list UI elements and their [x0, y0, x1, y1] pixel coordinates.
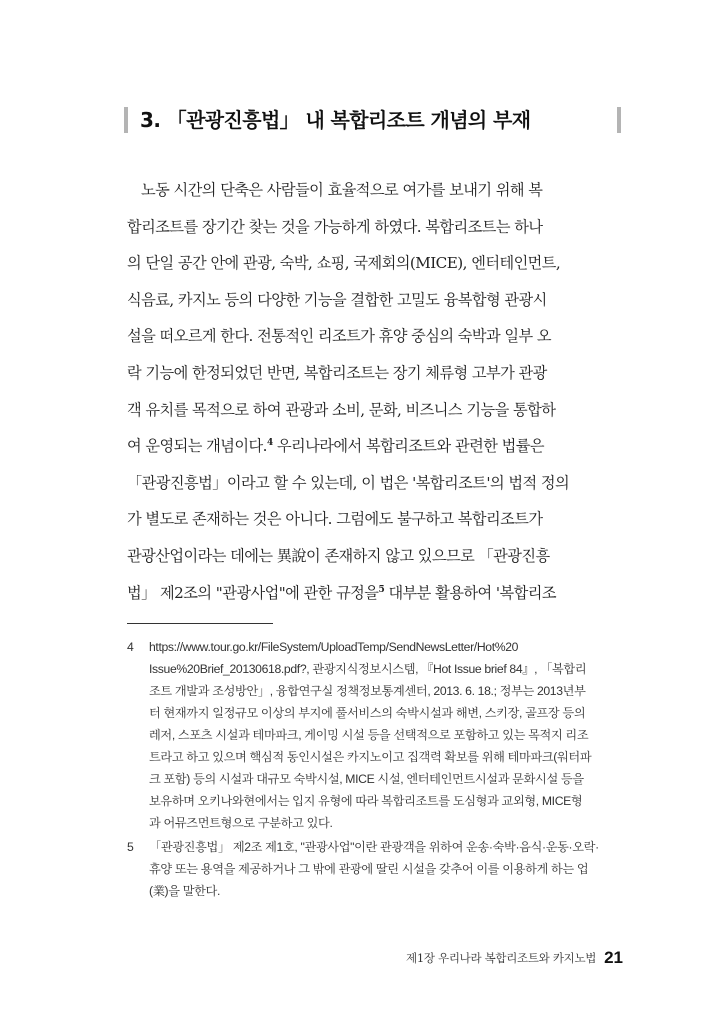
- footnote-ref-4[interactable]: 4: [266, 438, 273, 449]
- body-line: 법」 제2조의 "관광사업"에 관한 규정을$^5$ 대부분 활용하여 '복합리조: [127, 583, 556, 602]
- heading-bar-right: [617, 107, 621, 133]
- body-line: 의 단일 공간 안에 관광, 숙박, 쇼핑, 국제회의(MICE), 엔터테인먼트,: [127, 254, 561, 273]
- running-title: 제1장 우리나라 복합리조트와 카지노법: [406, 951, 597, 965]
- footnote-line: 「관광진흥법」 제2조 제1호, "관광사업"이란 관광객을 위하여 운송·숙박·음식·운동·오락·: [149, 840, 599, 854]
- body-line: 식음료, 카지노 등의 다양한 기능을 결합한 고밀도 융복합형 관광시: [127, 290, 547, 309]
- footnote-line: 조트 개발과 조성방안」, 융합연구실 정책정보통계센터, 2013. 6. 18.; 정부는 2013년부: [149, 684, 586, 698]
- body-line: 관광산업이라는 데에는 異說이 존재하지 않고 있으므로 「관광진흥: [127, 546, 550, 565]
- footnote-line[interactable]: https://www.tour.go.kr/FileSystem/UploadTemp/SendNewsLetter/Hot%20: [149, 640, 519, 654]
- body-line: 객 유치를 목적으로 하여 관광과 소비, 문화, 비즈니스 기능을 통합하: [127, 400, 556, 419]
- footnote-line: 트라고 하고 있으며 핵심적 동인시설은 카지노이고 집객력 확보를 위해 테마파크(워터파: [149, 750, 592, 764]
- body-line: 노동 시간의 단축은 사람들이 효율적으로 여가를 보내기 위해 복: [141, 181, 543, 199]
- body-line: 여 운영되는 개념이다.$^4$ 우리나라에서 복합리조트와 관련한 법률은: [127, 437, 544, 456]
- body-line: 합리조트를 장기간 찾는 것을 가능하게 하였다. 복합리조트는 하나: [127, 217, 543, 236]
- body-paragraph: [127, 172, 623, 611]
- footnotes: [127, 636, 623, 902]
- footnote-ref-5[interactable]: 5: [378, 584, 385, 595]
- body-line: 가 별도로 존재하는 것은 아니다. 그럼에도 불구하고 복합리조트가: [127, 510, 543, 529]
- footnote-line: 레저, 스포츠 시설과 테마파크, 게이밍 시설 등을 선택적으로 포함하고 있는 목적지 리조: [149, 728, 589, 742]
- footnote-line: 과 어뮤즈먼트형으로 구분하고 있다.: [149, 816, 333, 830]
- footnote-divider: [127, 623, 273, 624]
- body-line: 설을 떠오르게 한다. 전통적인 리조트가 휴양 중심의 숙박과 일부 오: [127, 327, 552, 346]
- footnote-line: 보유하며 오키나와현에서는 입지 유형에 따라 복합리조트를 도심형과 교외형, MICE형: [149, 794, 583, 808]
- footnote-number: 5: [127, 840, 134, 854]
- footnote-line: 휴양 또는 용역을 제공하거나 그 밖에 관광에 딸린 시설을 갖추어 이를 이용하게 하는 업: [149, 862, 589, 876]
- page-number: 21: [604, 948, 623, 967]
- footnote-line: 크 포함) 등의 시설과 대규모 숙박시설, MICE 시설, 엔터테인먼트시설과 문화시설 등을: [149, 772, 584, 786]
- section-heading: [124, 104, 624, 136]
- footnote-5: [127, 836, 623, 902]
- page-footer: [406, 948, 623, 968]
- footnote-4: [127, 636, 623, 834]
- footnote-line: 터 현재까지 일정규모 이상의 부지에 풀서비스의 숙박시설과 해변, 스키장, 골프장 등의: [149, 706, 586, 720]
- body-line: 락 기능에 한정되었던 반면, 복합리조트는 장기 체류형 고부가 관광: [127, 363, 547, 382]
- footnote-line: Issue%20Brief_20130618.pdf?, 관광지식정보시스템, 『Hot Issue brief 84』, 「복합리: [149, 662, 587, 676]
- footnote-number: 4: [127, 640, 134, 654]
- section-title: 3. 「관광진흥법」 내 복합리조트 개념의 부재: [140, 108, 531, 132]
- heading-bar-left: [124, 107, 128, 133]
- footnote-line: (業)을 말한다.: [149, 884, 221, 898]
- body-line: 「관광진흥법」이라고 할 수 있는데, 이 법은 '복합리조트'의 법적 정의: [127, 473, 570, 492]
